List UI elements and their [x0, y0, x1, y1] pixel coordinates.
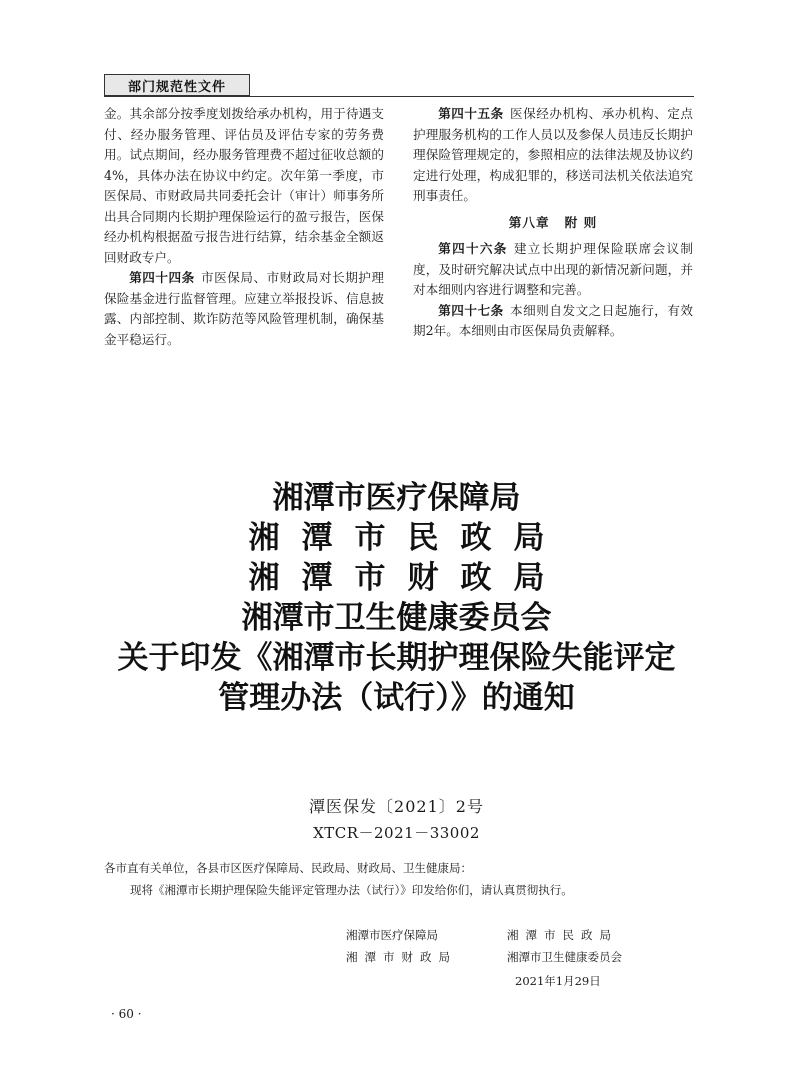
notice-title [0, 478, 793, 718]
left-text-column [104, 104, 384, 350]
title-line-1: 湘潭市医疗保障局 [272, 480, 521, 516]
article-47-title: 第四十七条 [438, 302, 504, 318]
signatory-civil-affairs-bureau: 湘潭市民政局 [507, 928, 618, 942]
header-rule [104, 96, 694, 97]
section-header-text: 部门规范性文件 [127, 79, 226, 95]
article-46-title: 第四十六条 [438, 241, 508, 256]
article-45-title: 第四十五条 [438, 106, 504, 121]
page-number: · 60 · [111, 1007, 142, 1021]
document-code: XTCR－2021－33002 [313, 824, 480, 842]
article-44-text: 市医保局、市财政局对长期护理保险基金进行监督管理。应建立举报投诉、信息披露、内部控制、欺诈防范等风险管理机制，确保基金平稳运行。 [104, 270, 385, 347]
title-line-6: 管理办法（试行）》的通知 [218, 680, 575, 716]
article-47-text: 本细则自发文之日起施行，有效期2年。本细则由市医保局负责解释。 [413, 302, 694, 338]
section-header-label [104, 74, 250, 96]
article-45-text: 医保经办机构、承办机构、定点护理服务机构的工作人员以及参保人员违反长期护理保险管理规定的，参照相应的法律法规及协议约定进行处理，构成犯罪的，移送司法机关依法追究刑事责任。 [413, 106, 694, 203]
article-45 [413, 104, 693, 207]
article-44-title: 第四十四条 [129, 270, 195, 285]
document-number: 潭医保发〔2021〕2号 [309, 797, 484, 816]
addressee-line: 各市直有关单位，各县市区医疗保障局、民政局、财政局、卫生健康局： [104, 861, 472, 875]
chapter-name: 附 则 [564, 214, 598, 230]
signatory-health-commission: 湘潭市卫生健康委员会 [507, 950, 622, 964]
issue-date: 2021年1月29日 [515, 974, 601, 988]
title-line-2: 湘潭市民政局 [248, 520, 567, 556]
chapter-number: 第八章 [508, 214, 550, 230]
article-46 [413, 239, 693, 301]
left-paragraph-1: 金。其余部分按季度划拨给承办机构，用于待遇支付、经办服务管理、评估员及评估专家的劳务费用。试点期间，经办服务管理费不超过征收总额的4%，具体办法在协议中约定。次年第一季度，市医保局、市财政局共同委托会计（审计）师事务所出具合同期内长期护理保险运行的盈亏报告，医保经办机构根据盈亏报告进行结算，结余基金全额返回财政专户。 [104, 106, 384, 265]
right-text-column [413, 104, 693, 342]
article-47 [413, 301, 693, 342]
article-46-text: 建立长期护理保险联席会议制度，及时研究解决试点中出现的新情况新问题，并对本细则内容进行调整和完善。 [413, 241, 694, 297]
signatory-medical-security-bureau: 湘潭市医疗保障局 [346, 928, 438, 942]
title-line-3: 湘潭市财政局 [248, 560, 567, 596]
chapter-heading [413, 213, 693, 234]
signatory-finance-bureau: 湘潭市财政局 [346, 950, 457, 964]
notice-body: 现将《湘潭市长期护理保险失能评定管理办法（试行）》印发给你们，请认真贯彻执行。 [130, 883, 573, 897]
article-44 [104, 268, 384, 350]
title-line-5: 关于印发《湘潭市长期护理保险失能评定 [117, 640, 676, 676]
title-line-4: 湘潭市卫生健康委员会 [241, 600, 552, 636]
